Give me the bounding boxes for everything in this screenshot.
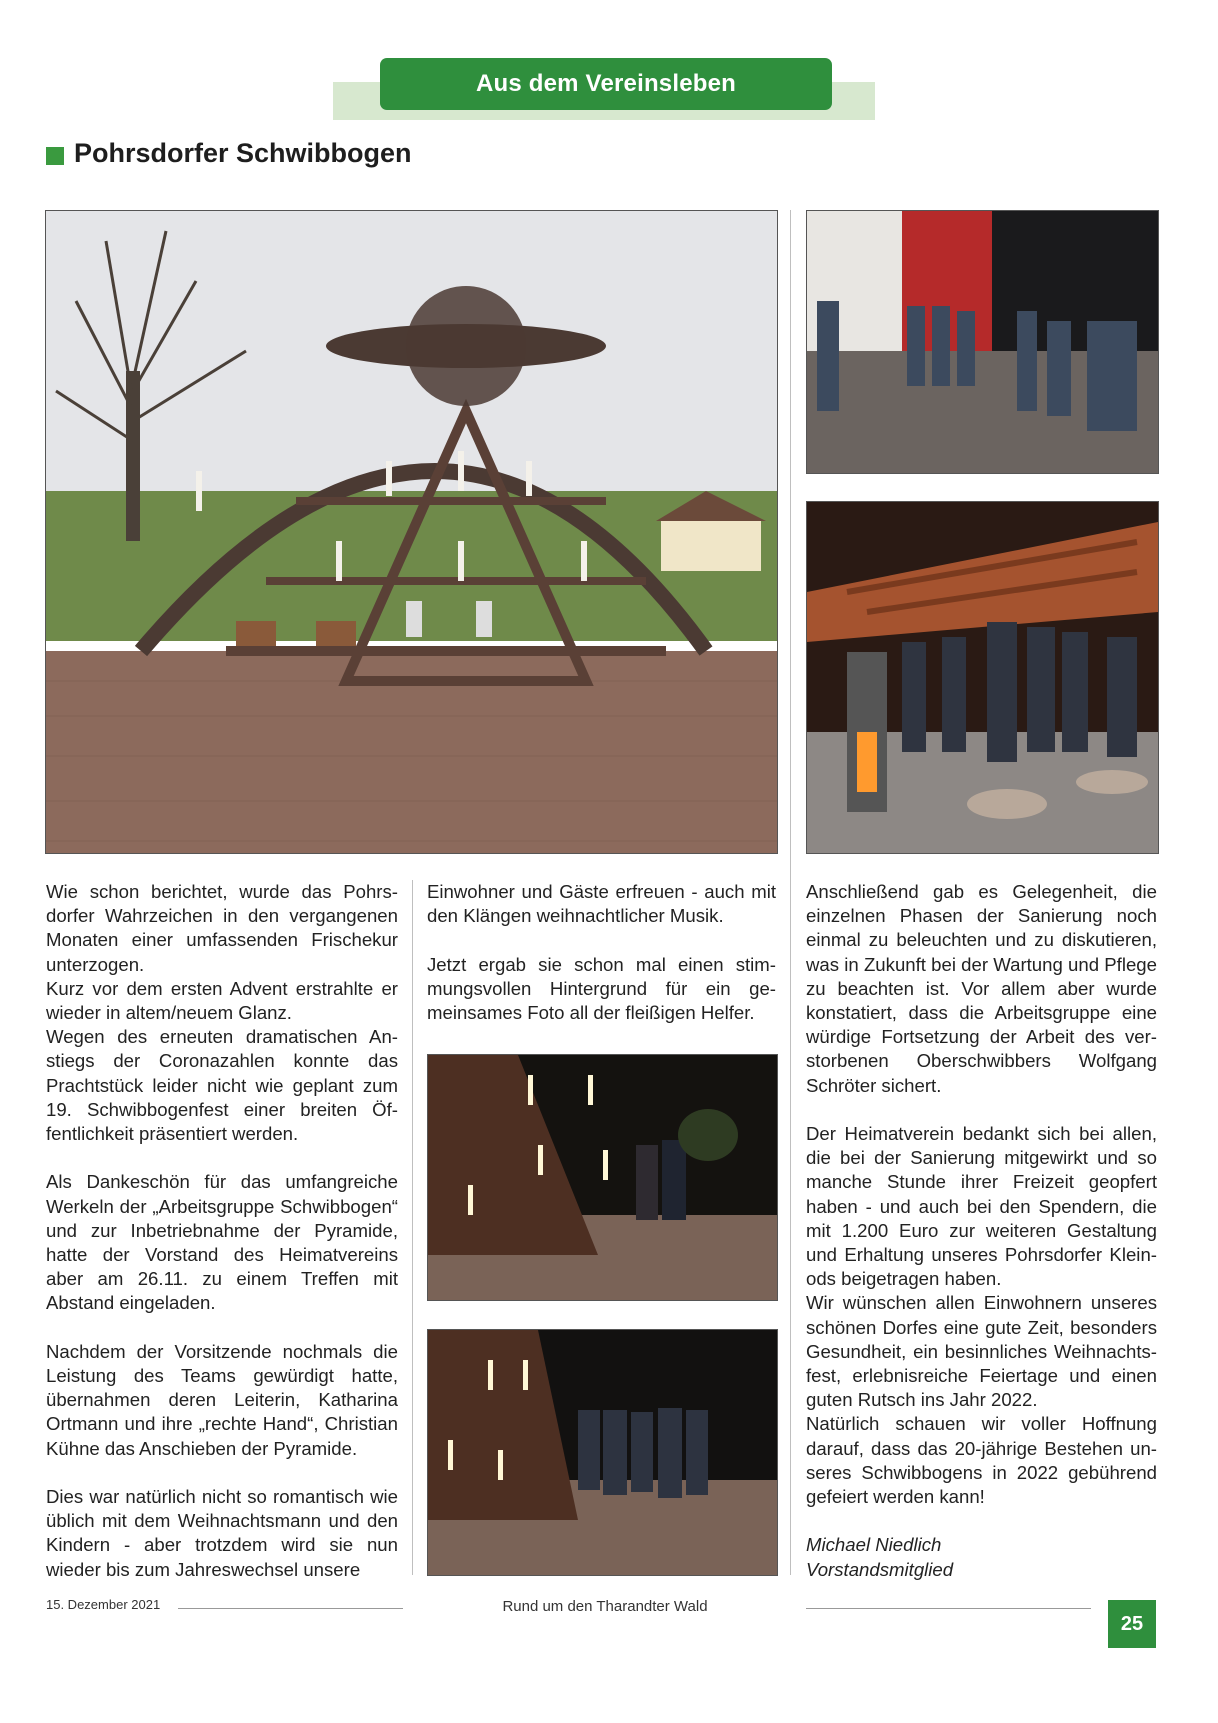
- photo-schwibbogen: [45, 210, 778, 854]
- paragraph: Dies war natürlich nicht so romantisch wie üblich mit dem Weihnachtsmann und den Kindern - aber trotzdem wird sie nun wieder bis zum Jahreswechsel unsere: [46, 1486, 398, 1580]
- article-title: Pohrsdorfer Schwibbogen: [74, 138, 412, 168]
- footer-rule: [178, 1608, 403, 1609]
- author-name: Michael Niedlich: [806, 1534, 942, 1556]
- section-title: Aus dem Vereinsleben: [475, 70, 737, 97]
- paragraph: Nachdem der Vorsitzende nochmals die Leistung des Teams gewürdigt hatte, übernahmen deren Leiterin, Katharina Ortmann und ihre „rechte Hand“, Christian Kühne das Anschieben der Pyramide.: [46, 1340, 398, 1459]
- paragraph: Wir wünschen allen Einwohnern unseres schönen Dorfes eine gute Zeit, besonders Gesundheit, ein besinnliches Weihnachtsfest, erlebnisreiche Feiertage und einen guten Rutsch ins Jahr 2022.: [806, 1292, 1157, 1411]
- paragraph: Als Dankeschön für das umfangreiche Werkeln der „Arbeitsgruppe Schwibbogen“ und zur Inbetriebnahme der Pyramide, hatte der Vorstand des Heimatvereins aber am 26.11. zu einem Treffen mit Abstand eingeladen.: [46, 1171, 398, 1314]
- paragraph: Jetzt ergab sie schon mal einen stimmungsvollen Hintergrund für ein gemeinsames Foto all der fleißigen Helfer.: [427, 953, 776, 1023]
- footer-rule: [806, 1608, 1091, 1609]
- column-separator: [412, 880, 413, 1575]
- section-banner: [380, 58, 832, 110]
- paragraph: Natürlich schauen wir voller Hoffnung darauf, dass das 20-jährige Bestehen unseres Schwibbogens in 2022 gebührend gefeiert werden kann!: [806, 1413, 1157, 1508]
- photo-helpers-group-night: [427, 1329, 778, 1576]
- page-number-label: 25: [1120, 1612, 1144, 1635]
- photo-group-fire-station: [806, 210, 1159, 474]
- paragraph: Anschließend gab es Gelegenheit, die einzelnen Phasen der Sanierung noch einmal zu beleuchten und zu diskutieren, was in Zukunft bei der Wartung und Pflege zu beachten ist. Vor allem aber wurde konstatiert, dass die Arbeitsgruppe eine würdige Fortsetzung der Arbeit des verstorbenen Oberschwibbers Wolfgang Schröter sichert.: [806, 881, 1157, 1096]
- photo-shelter-gathering: [806, 501, 1159, 854]
- paragraph: Wegen des erneuten dramatischen Anstiegs der Coronazahlen konnte das Prachtstück leider nicht wie geplant zum 19. Schwibbogenfest einer breiten Öffentlichkeit präsentiert werden.: [46, 1026, 398, 1145]
- paragraph: Kurz vor dem ersten Advent erstrahlte er wieder in altem/neuem Glanz.: [46, 977, 398, 1024]
- paragraph: Wie schon berichtet, wurde das Pohrsdorfer Wahrzeichen in den vergangenen Monaten einer umfassenden Frischekur unterzogen.: [46, 881, 398, 975]
- photo-pyramid-night-pair: [427, 1054, 778, 1301]
- footer-publication: Rund um den Tharandter Wald: [502, 1598, 708, 1615]
- text-column-1: [46, 880, 398, 1582]
- page-number: [1108, 1600, 1156, 1648]
- column-separator: [790, 210, 791, 1575]
- footer-date: 15. Dezember 2021: [46, 1597, 161, 1612]
- text-column-2: [427, 880, 776, 1025]
- paragraph: Einwohner und Gäste erfreuen - auch mit den Klängen weihnachtlicher Musik.: [427, 881, 776, 927]
- author-role: Vorstandsmitglied: [806, 1558, 954, 1580]
- title-bullet-icon: [46, 147, 64, 165]
- text-column-3: [806, 880, 1157, 1582]
- paragraph: Der Heimatverein bedankt sich bei allen, die bei der Sanierung mitgewirkt und so manche Stunde ihrer Freizeit geopfert haben - und auch bei den Spendern, die mit 1.200 Euro zur weiteren Gestaltung und Erhaltung unseres Pohrsdorfer Kleinods beigetragen haben.: [806, 1123, 1157, 1290]
